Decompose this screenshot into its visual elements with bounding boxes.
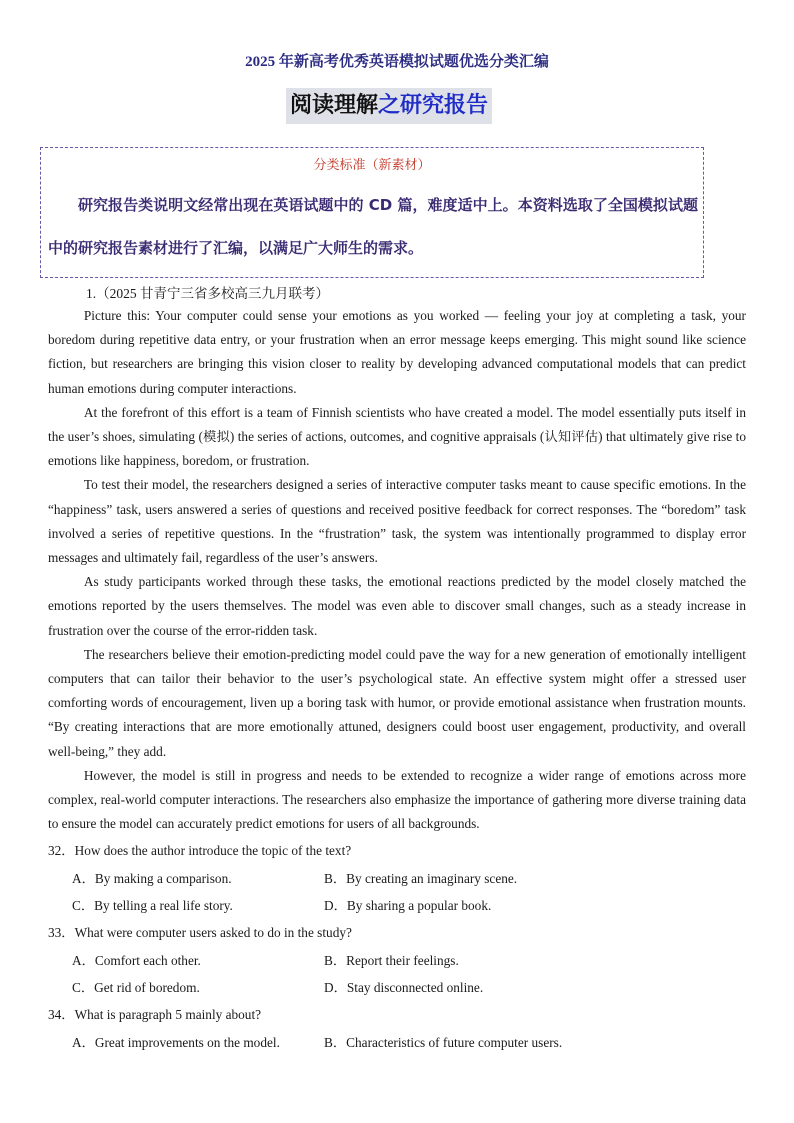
section-title-part1: 阅读理解	[290, 93, 379, 118]
question-list	[48, 840, 746, 1059]
option-c: C．Get rid of boredom.	[72, 980, 200, 995]
passage-paragraph-1: Picture this: Your computer could sense your emotions as you worked — feeling your joy at completing a task, your boredom during repetitive data entry, or your frustration when an error message keeps emerging. This might sound like science fiction, but researchers are bringing this vision closer to reality by developing advanced computational models that can predict human emotions during computer interactions.	[48, 308, 746, 396]
section-title-part2: 之研究报告	[378, 93, 489, 118]
passage-paragraph-6: However, the model is still in progress and needs to be extended to recognize a wider range of emotions across more complex, real-world computer interactions. The researchers also emphasize the importance of gathering more diverse training data to ensure the model can accurately predict emotions for users of all backgrounds.	[48, 767, 746, 832]
option-row	[48, 868, 746, 895]
option-a: A．Comfort each other.	[72, 953, 201, 968]
question-stem: 34．What is paragraph 5 mainly about?	[48, 1007, 262, 1022]
passage-paragraph-5: The researchers believe their emotion-predicting model could pave the way for a new generation of emotionally intelligent computers that can tailor their behavior to the user’s psychological state. An effective system might offer a stressed user comforting words of encouragement, liven up a boring task with humor, or provide emotional assistance when frustration mounts. “By creating interactions that are more emotionally attuned, designers could boost user engagement, productivity, and overall well-being,” they add.	[48, 646, 746, 759]
section-title	[286, 88, 492, 124]
passage-source: 1.（2025 甘青宁三省多校高三九月联考）	[86, 286, 329, 301]
option-row	[48, 1032, 746, 1059]
option-row	[48, 977, 746, 1004]
option-d: D．Stay disconnected online.	[324, 980, 484, 995]
option-d: D．By sharing a popular book.	[324, 898, 492, 913]
passage-paragraph-3: To test their model, the researchers designed a series of interactive computer tasks meant to cause specific emotions. In the “happiness” task, users answered a series of questions and received positive feedback for correct responses. The “boredom” task involved a series of repetitive questions. In the “frustration” task, the system was intentionally programmed to display error messages and ultimately fail, regardless of the user’s answers.	[48, 477, 746, 566]
option-b: B．Report their feelings.	[324, 953, 459, 968]
option-b: B．By creating an imaginary scene.	[324, 871, 518, 886]
intro-label: 分类标准（新素材）	[313, 158, 431, 173]
question-33	[48, 922, 746, 1004]
intro-text: 研究报告类说明文经常出现在英语试题中的 CD 篇，难度适中上。本资料选取了全国模拟试题中的研究报告素材进行了汇编，以满足广大师生的需求。	[48, 196, 698, 257]
option-a: A．By making a comparison.	[72, 871, 232, 886]
passage-paragraph-2: At the forefront of this effort is a team of Finnish scientists who have created a model. The model essentially puts itself in the user’s shoes, simulating (模拟) the series of actions, outcomes, and cognitive appraisals (认知评估) that ultimately give rise to emotions like happiness, boredom, or frustration.	[48, 404, 746, 469]
passage-body	[48, 304, 746, 836]
document-header-title: 2025 年新高考优秀英语模拟试题优选分类汇编	[245, 54, 549, 70]
question-stem: 32．How does the author introduce the topic of the text?	[48, 843, 352, 858]
intro-box	[40, 147, 704, 278]
question-stem: 33．What were computer users asked to do in the study?	[48, 925, 352, 940]
option-a: A．Great improvements on the model.	[72, 1035, 280, 1050]
option-row	[48, 895, 746, 922]
option-b: B．Characteristics of future computer users.	[324, 1035, 563, 1050]
option-row	[48, 950, 746, 977]
question-34	[48, 1004, 746, 1059]
question-32	[48, 840, 746, 922]
option-c: C．By telling a real life story.	[72, 898, 233, 913]
passage-paragraph-4: As study participants worked through these tasks, the emotional reactions predicted by the model closely matched the emotions reported by the users themselves. The model was even able to discover small changes, such as a steady increase in frustration over the course of the error-ridden task.	[48, 574, 746, 638]
